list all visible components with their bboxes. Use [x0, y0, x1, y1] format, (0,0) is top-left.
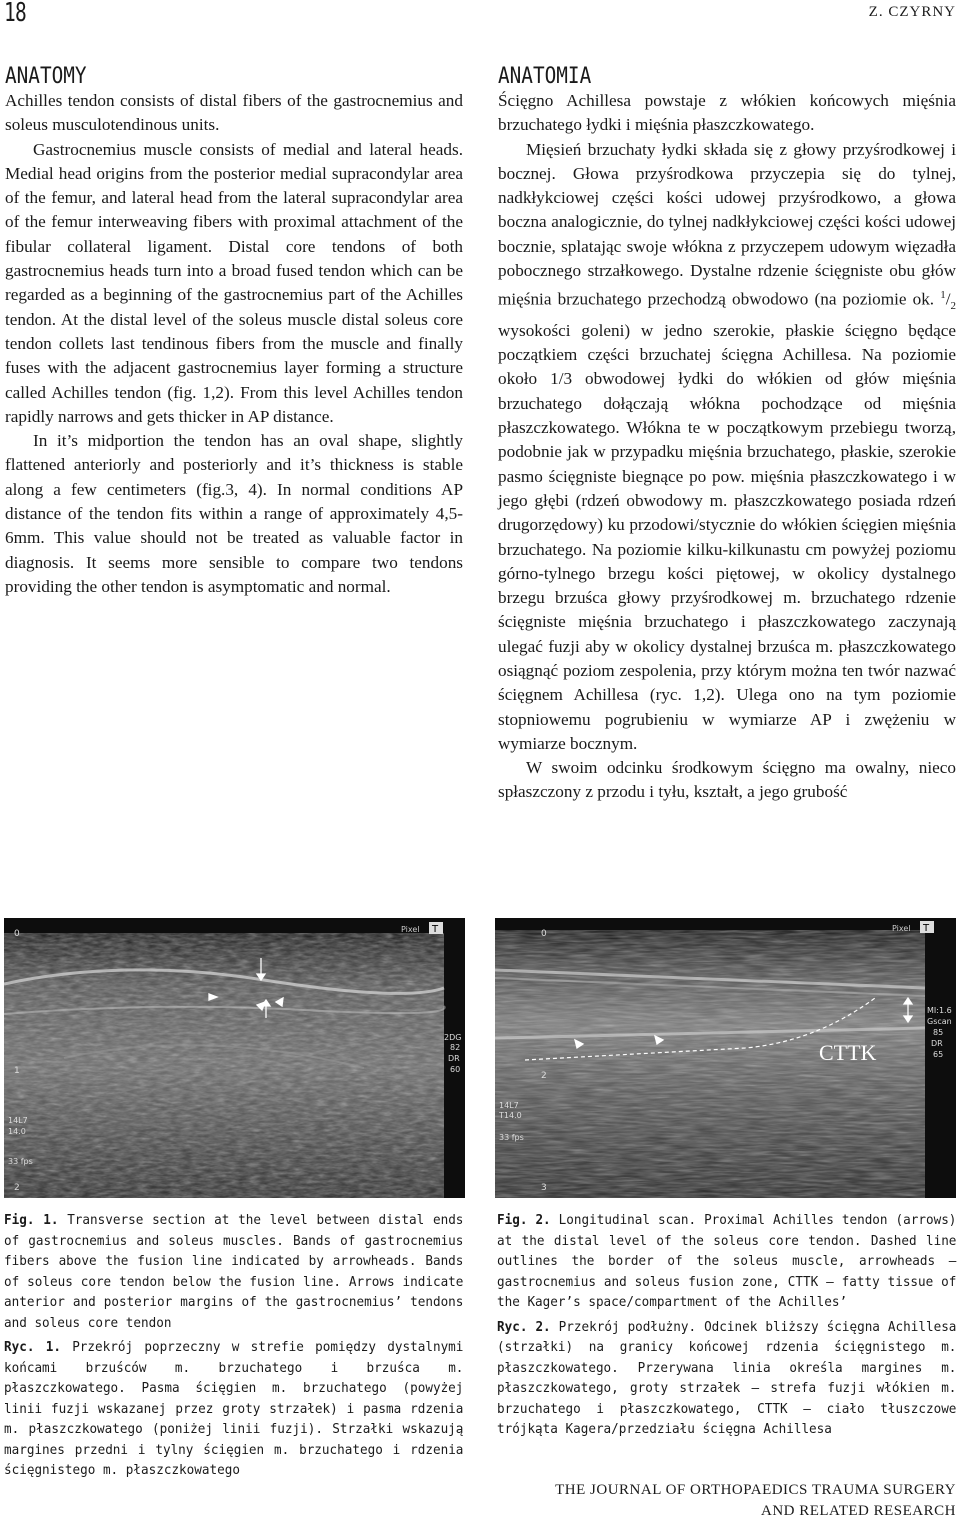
- figure-1-image: [4, 918, 465, 1198]
- page-number: 18: [4, 0, 26, 28]
- figure-1-probe-0: 14L7: [8, 1116, 28, 1125]
- figure-1-depth-top: 0: [14, 929, 20, 939]
- figure-1-depth-bot: 2: [14, 1183, 20, 1193]
- figure-2-depth-mid: 2: [541, 1071, 547, 1081]
- fig2-caption-text: Longitudinal scan. Proximal Achilles tendon (arrows) at the distal level of the soleus core tendon. Dashed line outlines the border of the soleus muscle, arrowheads – gastrocnemius and soleus fusion zone, CTTK – fatty tissue of the Kager’s space/compartment of the Achilles’: [497, 1212, 957, 1310]
- figure-1-depth-mid: 1: [14, 1066, 20, 1076]
- polish-body: [498, 89, 956, 805]
- figure-1-ultrasound: [4, 918, 465, 1198]
- figure-2-captions: [497, 1210, 956, 1444]
- figure-2-probe-1: T14.0: [499, 1111, 522, 1120]
- figure-1-fps: 33 fps: [8, 1157, 33, 1166]
- polish-paragraph-2a: Mięsień brzuchaty łydki składa się z głowy przyśrodkowej i bocznej. Głowa przyśrodkowa przyczepia się do tylnej, nadkłykciowej części kości udowej przyśrodkowo, a głowa boczna analogicznie, do tylnej nadkłykciowej części kości udowej bocznie, splatając swoje włókna z przyczepem udowym więzadła pobocznego strzałkowego. Dystalne rdzenie ścięgniste obu głów mięśnia brzuchatego przechodzą obwodowo (na poziomie ok.: [498, 139, 956, 310]
- polish-paragraph-3: W swoim odcinku środkowym ścięgno ma owalny, nieco spłaszczony z przodu i tyłu, kształt, a jego grubość: [498, 758, 956, 802]
- journal-name-line-1: THE JOURNAL OF ORTHOPAEDICS TRAUMA SURGERY: [555, 1482, 956, 1498]
- figure-2-param-3: DR: [931, 1039, 943, 1048]
- ryc1-caption: [4, 1337, 463, 1481]
- english-body: [5, 89, 463, 599]
- figure-1-logo: Pixel: [401, 925, 420, 934]
- figure-1-probe-1: 14.0: [8, 1127, 26, 1136]
- fig1-caption-text: Transverse section at the level between distal ends of gastrocnemius and soleus muscles. Bands of gastrocnemius fibers above the fusion line indicated by arrowheads. Bands of soleus core tendon below the fusion line. Arrows indicate anterior and posterior margins of the gastrocnemius’ tendons and soleus core tendon: [4, 1212, 464, 1331]
- polish-paragraph-2: Mięsień brzuchaty łydki składa się z głowy przyśrodkowej i bocznej. Głowa przyśrodkowa przyczepia się do tylnej, nadkłykciowej części kości udowej przyśrodkowo, a głowa boczna analogicznie, do tylnej nadkłykciowej części kości udowej bocznie, splatając swoje włókna z przyczepem udowym więzadła pobocznego strzałkowego. Dystalne rdzenie ścięgniste obu głów mięśnia brzuchatego przechodzą obwodowo (na poziomie ok. $^1/_2$ wysokości goleni) w jedno szerokie, płaskie ścięgno będące początkiem części brzuchatej ścięgna Achillesa. Na poziomie około 1/3 obwodowej łydki do włókien od głów mięśnia brzuchatego dołączają włókna pochodzące od mięśnia płaszczkowatego. Włókna te w początkowym przebiegu tworzą, podobnie jak w przypadku mięśnia brzuchatego, płaskie, szerokie pasmo ścięgniste biegnące po pow. mięśnia płaszczkowatego i w jego głębi (rdzeń obwodowy m. płaszczkowatego posiada rdzeń drugorzędowy) ku przodowi/stycznie do włókien ścięgien mięśnia brzuchatego. Na poziomie kilku-kilkunastu cm powyżej poziomu górno-tylnego brzegu kości piętowej, w okolicy dystalnego brzegu brzuśca głowy przyśrodkowej m. brzuchatego rdzenie ścięgniste mięśnia brzuchatego i płaszczkowatego zaczynają ulegać fuzji aby w okolicy dystalnej brzuśca m. płaszczkowatego osiągnąć poziom zespolenia, przy którym można ten twór nazwać ścięgnem Achillesa (ryc. 1,2). Ulega ono na tym poziomie stopniowemu pogrubieniu w wymiarze AP i zwężeniu w wymiarze bocznym.: [498, 139, 956, 753]
- figure-2-badge: T: [923, 923, 930, 934]
- ryc2-caption: [497, 1317, 956, 1440]
- section-title-en: ANATOMY: [5, 64, 87, 89]
- running-head: Z. CZYRNY: [868, 4, 956, 20]
- figure-2-cttk-label: CTTK: [819, 1040, 877, 1065]
- figure-2-image: [495, 918, 956, 1198]
- ryc1-caption-text: Przekrój poprzeczny w strefie pomiędzy dystalnymi końcami brzuśców m. brzuchatego i brzuśca m. płaszczkowatego. Pasma ścięgien m. brzuchatego (powyżej linii fuzji wskazanej przez groty strzałek) i pasma rdzenia m. płaszczkowatego (poniżej linii fuzji). Strzałki wskazują margines przedni i tylny ścięgien m. brzuchatego i rdzenia ścięgnistego m. płaszczkowatego: [4, 1339, 464, 1478]
- figure-1-param-3: 60: [450, 1065, 461, 1074]
- figure-2-param-4: 65: [933, 1050, 944, 1059]
- figure-2-param-0: MI:1.6: [927, 1006, 952, 1015]
- figure-2-param-1: Gscan: [927, 1017, 952, 1026]
- figure-2-depth-bot: 3: [541, 1183, 547, 1193]
- fig2-caption-label: Fig. 2.: [497, 1212, 551, 1228]
- figure-1-param-2: DR: [448, 1054, 460, 1063]
- ryc1-caption-label: Ryc. 1.: [4, 1339, 61, 1355]
- figure-2-ultrasound: [495, 918, 956, 1198]
- polish-paragraph-1: Ścięgno Achillesa powstaje z włókien końcowych mięśnia brzuchatego łydki i mięśnia płaszczkowatego.: [498, 91, 956, 135]
- polish-paragraph-2b: wysokości goleni) w jedno szerokie, płaskie ścięgno będące początkiem części brzuchatej ścięgna Achillesa. Na poziomie około 1/3 obwodowej łydki do włókien od głów mięśnia brzuchatego dołączają włókna pochodzące od mięśnia płaszczkowatego. Włókna te w początkowym przebiegu tworzą, podobnie jak w przypadku mięśnia brzuchatego, płaskie, szerokie pasmo ścięgniste biegnące po pow. mięśnia płaszczkowatego i w jego głębi (rdzeń obwodowy m. płaszczkowatego posiada rdzeń drugorzędowy) ku przodowi/stycznie do włókien ścięgien mięśnia brzuchatego. Na poziomie kilku-kilkunastu cm powyżej poziomu górno-tylnego brzegu kości piętowej, w okolicy dystalnego brzegu brzuśca głowy przyśrodkowej m. brzuchatego rdzenie ścięgniste mięśnia brzuchatego i płaszczkowatego zaczynają ulegać fuzji aby w okolicy dystalnej brzuśca m. płaszczkowatego osiągnąć poziom zespolenia, przy którym można ten twór nazwać ścięgnem Achillesa (ryc. 1,2). Ulega ono na tym poziomie stopniowemu pogrubieniu w wymiarze AP i zwężeniu w wymiarze bocznym.: [498, 320, 956, 753]
- section-title-pl: ANATOMIA: [498, 64, 592, 89]
- ryc2-caption-label: Ryc. 2.: [497, 1318, 551, 1335]
- fig1-caption: [4, 1210, 463, 1333]
- english-paragraph-1: Achilles tendon consists of distal fibers of the gastrocnemius and soleus musculotendinous units.: [5, 91, 463, 135]
- figure-1-badge: T: [432, 924, 439, 935]
- fraction-denominator: 2: [950, 300, 956, 313]
- journal-name-line-2: AND RELATED RESEARCH: [760, 1503, 956, 1519]
- figure-2-param-2: 85: [933, 1028, 944, 1037]
- figure-2-logo: Pixel: [892, 924, 911, 933]
- figure-1-param-1: 82: [450, 1043, 461, 1052]
- english-paragraph-2: Gastrocnemius muscle consists of medial and lateral heads. Medial head origins from the posterior medial supracondylar area of the femur, and lateral head from the lateral supracondylar area of the femur interweaving fibers with proximal attachment of the fibular collateral ligament. Distal core tendons of both gastrocnemius heads turn into a broad fused tendon which can be regarded as a beginning of the gastrocnemius part of the Achilles tendon. At the distal level of the soleus muscle distal soleus core tendon collets last tendinous fibers from the muscle and finally fuses with the adjacent gastrocnemius layer forming a structure called Achilles tendon (fig. 1,2). From this level Achilles tendon rapidly narrows and gets thicker in AP distance.: [5, 139, 463, 426]
- figure-2-depth-top: 0: [541, 929, 547, 939]
- english-paragraph-3: In it’s midportion the tendon has an oval shape, slightly flattened anteriorly and posteriorly and it’s thickness is stable along a few centimeters (fig.3, 4). In normal conditions AP distance of the tendon fits within a range of approximately 4,5-6mm. This value should not be treated as valuable factor in diagnosis. It seems more sensible to compare two tendons providing the other tendon is asymptomatic and normal.: [5, 431, 463, 596]
- fig2-caption: [497, 1210, 956, 1313]
- figure-1-param-0: 2DG: [444, 1033, 462, 1042]
- fig1-caption-label: Fig. 1.: [4, 1212, 59, 1228]
- fraction-numerator: 1: [940, 289, 946, 302]
- figure-2-probe-0: 14L7: [499, 1101, 519, 1110]
- figure-2-fps: 33 fps: [499, 1133, 524, 1142]
- ryc2-caption-text: Przekrój podłużny. Odcinek bliższy ścięgna Achillesa (strzałki) na granicy końcowej rdzenia ścięgnistego m. płaszczkowatego. Przerywana linia określa margines m. płaszczkowatego, groty strzałek – strefa fuzji włókien m. brzuchatego i płaszczkowatego, CTTK – ciało tłuszczowe trójkąta Kagera/przedziału ścięgna Achillesa: [497, 1318, 957, 1437]
- figure-1-captions: [4, 1210, 463, 1485]
